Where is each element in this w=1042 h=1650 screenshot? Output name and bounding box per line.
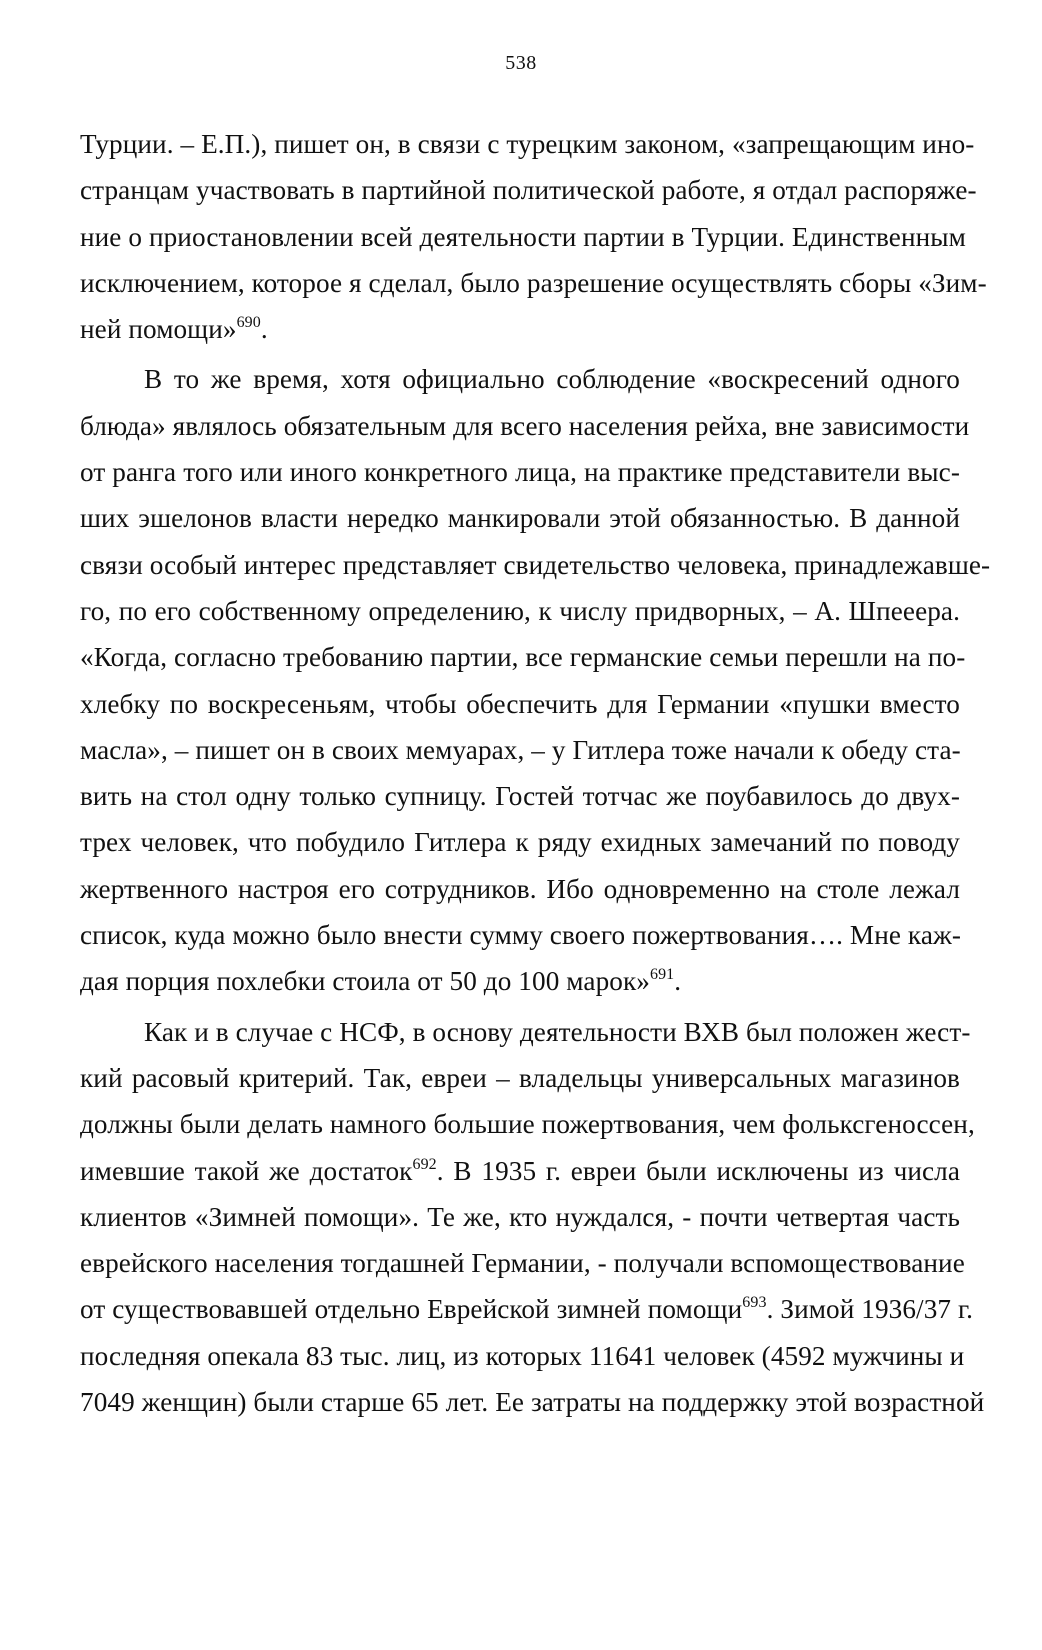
text-line xyxy=(80,920,960,966)
text-span: связи особый интерес представляет свидетельство человека, принадлежавше- xyxy=(80,549,991,580)
text-span: от ранга того или иного конкретного лица, на практике представители выс- xyxy=(80,457,960,488)
text-line xyxy=(80,175,977,221)
text-span: от существовавшей отдельно Еврейской зимней помощи xyxy=(80,1294,743,1325)
paragraph xyxy=(80,129,987,360)
text-line xyxy=(80,1340,965,1387)
text-span: исключением, которое я сделал, было разрешение осуществлять сборы «Зим- xyxy=(80,267,987,298)
text-span: ние о приостановлении всей деятельности партии в Турции. Единственным xyxy=(80,221,966,252)
text-span: . В 1935 г. евреи были исключены из числа xyxy=(436,1155,960,1186)
text-span: . Зимой 1936/37 г. xyxy=(766,1294,974,1325)
text-line xyxy=(80,1387,985,1433)
text-line xyxy=(80,549,991,596)
text-line xyxy=(80,457,960,503)
text-line xyxy=(80,314,960,360)
text-span: клиентов «Зимней помощи». Те же, кто нуждался, - почти четвертая часть xyxy=(80,1201,960,1232)
text-line xyxy=(80,1248,965,1294)
text-span: странцам участвовать в партийной политической работе, я отдал распоряже- xyxy=(80,175,977,206)
page-number: 538 xyxy=(505,52,537,74)
text-line xyxy=(80,503,960,549)
paragraph xyxy=(80,1016,985,1434)
footnote-ref: 692 xyxy=(412,1155,437,1173)
text-line xyxy=(80,1063,960,1109)
text-span: кий расовый критерий. Так, евреи – владельцы универсальных магазинов xyxy=(80,1062,960,1093)
text-line xyxy=(80,735,960,781)
text-line xyxy=(80,966,960,1012)
text-line xyxy=(80,129,975,175)
text-span: список, куда можно было внести сумму своего пожертвования…. Мне каж- xyxy=(80,920,962,951)
footnote-ref: 691 xyxy=(649,966,675,984)
text-span: последняя опекала 83 тыс. лиц, из которых 11641 человек (4592 мужчины и xyxy=(80,1340,965,1371)
text-span: Турции. – Е.П.), пишет он, в связи с турецким законом, «запрещающим ино- xyxy=(80,129,975,159)
text-line xyxy=(80,781,960,827)
text-line xyxy=(80,1294,974,1340)
text-span: го, по его собственному определению, к числу придворных, – А. Шпееера. xyxy=(80,595,960,626)
text-span: дая порция похлебки стоила от 50 до 100 марок» xyxy=(80,966,650,997)
text-span: В то же время, хотя официально соблюдение «воскресений одного xyxy=(144,364,960,395)
body-text xyxy=(80,129,991,1437)
text-span: масла», – пишет он в своих мемуарах, – у Гитлера тоже начали к обеду ста- xyxy=(80,734,961,765)
text-line xyxy=(80,1109,975,1155)
text-span: . xyxy=(260,314,268,345)
text-span: хлебку по воскресеньям, чтобы обеспечить для Германии «пушки вместо xyxy=(80,688,960,719)
text-line xyxy=(80,410,970,457)
text-line xyxy=(80,221,966,268)
text-span: еврейского населения тогдашней Германии, - получали вспомоществование xyxy=(80,1248,965,1279)
text-line xyxy=(80,364,960,410)
text-span: трех человек, что побудило Гитлера к ряду ехидных замечаний по поводу xyxy=(80,827,960,858)
text-line xyxy=(80,1202,960,1248)
text-span: «Когда, согласно требованию партии, все германские семьи перешли на по- xyxy=(80,642,966,673)
text-line xyxy=(80,1016,971,1063)
text-line xyxy=(80,827,960,873)
text-span: блюда» являлось обязательным для всего населения рейха, вне зависимости xyxy=(80,410,970,441)
text-span: Как и в случае с НСФ, в основу деятельности ВХВ был положен жест- xyxy=(144,1016,971,1047)
text-line xyxy=(80,267,987,314)
text-span: ших эшелонов власти нередко манкировали этой обязанностью. В данной xyxy=(80,503,960,534)
text-span: вить на стол одну только супницу. Гостей тотчас же поубавилось до двух- xyxy=(80,781,960,812)
text-span: 7049 женщин) были старше 65 лет. Ее затраты на поддержку этой возрастной xyxy=(80,1387,985,1418)
text-span: жертвенного настроя его сотрудников. Ибо одновременно на столе лежал xyxy=(80,873,960,904)
text-span: . xyxy=(674,966,682,997)
footnote-ref: 693 xyxy=(742,1294,767,1312)
footnote-ref: 690 xyxy=(236,314,261,332)
text-line xyxy=(80,596,960,642)
text-line xyxy=(80,642,966,688)
text-span: имевшие такой же достаток xyxy=(80,1155,413,1186)
text-line xyxy=(80,689,960,735)
text-line xyxy=(80,874,960,920)
text-span: должны были делать намного большие пожертвования, чем фольксгеноссен, xyxy=(80,1109,975,1140)
paragraph xyxy=(80,364,991,1012)
text-line xyxy=(80,1156,960,1202)
text-span: ней помощи» xyxy=(80,314,237,345)
